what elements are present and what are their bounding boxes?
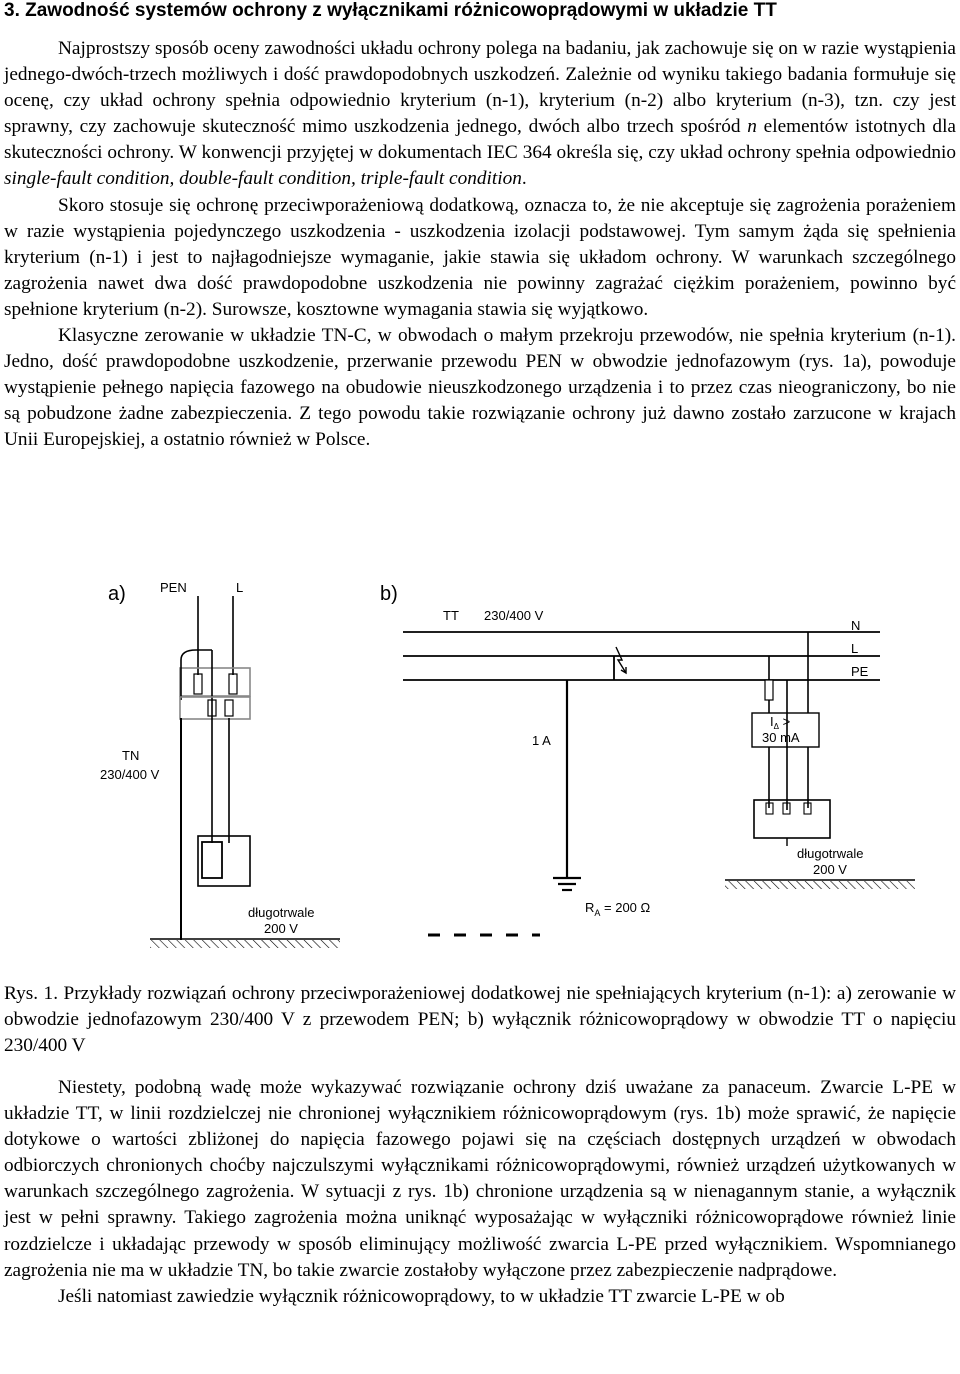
paragraph: Skoro stosuje się ochronę przeciwporażeniową dodatkową, oznacza to, że nie akceptuje się zagrożenia porażeniem w razie wystąpienia pojedynczego uszkodzenia - uszkodzenia izolacji podstawowej. Tym samym żąda się spełnienia kryterium (n-1) i jest to najłagodniejsze wymaganie, jakie stawia się układom ochrony. W warunkach szczególnego zagrożenia nawet dwa dość prawdopodobne uszkodzenia nie powinny zagrażać ciężkim porażeniem, powinno być spełnione kryterium (n-2). Surowsze, kosztowne wymagania stawia się wyjątkowo. — [4, 194, 956, 320]
pen-label: PEN — [160, 580, 187, 595]
paragraph-text: Najprostszy sposób oceny zawodności układu ochrony polega na badaniu, jak zachowuje się on w razie wystąpienia jednego-dwóch-trzech możliwych i dość prawdopodobnych uszkodzeń. Zależnie od wyniku takiego badania formułuje się ocenę, czy układ ochrony spełnia odpowiednio kryterium (n-1), kryterium (n-2) albo kryterium (n-3), tzn. czy jest sprawny, czy zachowuje skuteczność mimo uszkodzenia jednego, dwóch albo trzech spośród — [4, 38, 956, 138]
closing-paragraphs — [4, 1075, 956, 1310]
paragraph: Jeśli natomiast zawiedzie wyłącznik różnicowoprądowy, to w układzie TT zwarcie L-PE w ob — [58, 1285, 785, 1307]
load-resistor — [202, 842, 222, 878]
paragraph: Klasyczne zerowanie w układzie TN-C, w obwodach o małym przekroju przewodów, nie spełnia kryterium (n-1). Jedno, dość prawdopodobne uszkodzenie, przerwanie przewodu PEN w obwodzie jednofazowym (rys. 1a), powoduje wystąpienie pełnego napięcia fazowego na obudowie nieuszkodzonego urządzenia i to przez czas nieograniczony, bo nie są pobudzone żadne zabezpieczenia. Z tego powodu takie rozwiązanie ochrony już dawno zostało zarzucone w krajach Unii Europejskiej, a ostatnio również w Polsce. — [4, 325, 956, 451]
pe-label: PE — [851, 664, 869, 679]
ra-label: $R_A = 200$ Ω — [585, 900, 651, 918]
paragraph-text: . — [521, 168, 527, 190]
diagram-b-label: b) — [380, 583, 398, 605]
figure-1-schematics — [0, 560, 960, 980]
l-label-b: L — [851, 641, 859, 656]
rcd-rating-line2: 30 mA — [762, 730, 800, 745]
intro-paragraphs — [4, 36, 956, 454]
touch-voltage-a-line1: długotrwale — [248, 905, 315, 920]
diagram-a-label: a) — [108, 583, 126, 605]
paragraph — [4, 36, 956, 193]
paragraph-text: elementów istotnych dla skuteczności ochrony. W konwencji przyjętej w dokumentach IEC 364 określa się, czy układ ochrony spełnia odpowiednio — [4, 116, 956, 164]
tn-voltage: 230/400 V — [100, 767, 160, 782]
caption-label: Rys. 1. — [4, 983, 59, 1004]
diagram-a — [100, 580, 340, 948]
tt-label: TT — [443, 608, 459, 623]
touch-voltage-a-line2: 200 V — [264, 921, 298, 936]
protected-device — [754, 800, 830, 838]
italic-n: n — [747, 116, 757, 138]
socket — [180, 668, 250, 696]
diagram-b — [380, 583, 915, 935]
tt-voltage: 230/400 V — [484, 608, 544, 623]
fuse-current: 1 A — [532, 733, 551, 748]
l-label: L — [236, 580, 244, 595]
figure-caption — [4, 981, 956, 1059]
caption-text: Przykłady rozwiązań ochrony przeciwporażeniowej dodatkowej nie spełniających kryterium (n-1): a) zerowanie w obwodzie jednofazowym 230/400 V z przewodem PEN; b) wyłącznik różnicowoprądowy w obwodzie TT o napięciu 230/400 V — [4, 983, 957, 1057]
rcd-rating-line1: $I_\Delta$ > — [770, 714, 791, 731]
fault-lightning-icon — [616, 647, 626, 673]
section-heading: 3. Zawodność systemów ochrony z wyłącznikami różnicowoprądowymi w układzie TT — [4, 0, 777, 21]
paragraph: Niestety, podobną wadę może wykazywać rozwiązanie ochrony dziś uważane za panaceum. Zwarcie L-PE w układzie TT, w linii rozdzielczej nie chronionej wyłącznikiem różnicowoprądowym (rys. 1b) może sprawić, że napięcie dotykowe o wartości zbliżonej do napięcia fazowego pojawi się na częściach dostępnych urządzeń w obwodach odbiorczych chronionych choćby najczulszymi wyłącznikami różnicowoprądowymi, również urządzeń użytkowanych w warunkach szczególnego zagrożenia. W sytuacji z rys. 1b) chronione urządzenia są w nienagannym stanie, a wyłącznik jest w pełni sprawny. Takiego zagrożenia można uniknąć wyposażając w wyłączniki różnicowoprądowe również linie rozdzielcze i układając przewody w sposób eliminujący możliwość zwarcia L-PE przed wyłącznikiem. Wspomnianego zagrożenia nie ma w układzie TN, bo takie zwarcie zostałoby wyłączone przez zabezpieczenie nadprądowe. — [4, 1077, 956, 1281]
touch-voltage-b-line2: 200 V — [813, 862, 847, 877]
italic-terms: single-fault condition, double-fault condition, triple-fault condition — [4, 168, 522, 190]
caption-paragraph — [4, 981, 956, 1059]
tn-label: TN — [122, 748, 140, 763]
fuse — [765, 680, 773, 700]
n-label: N — [851, 618, 861, 633]
touch-voltage-b-line1: długotrwale — [797, 846, 864, 861]
